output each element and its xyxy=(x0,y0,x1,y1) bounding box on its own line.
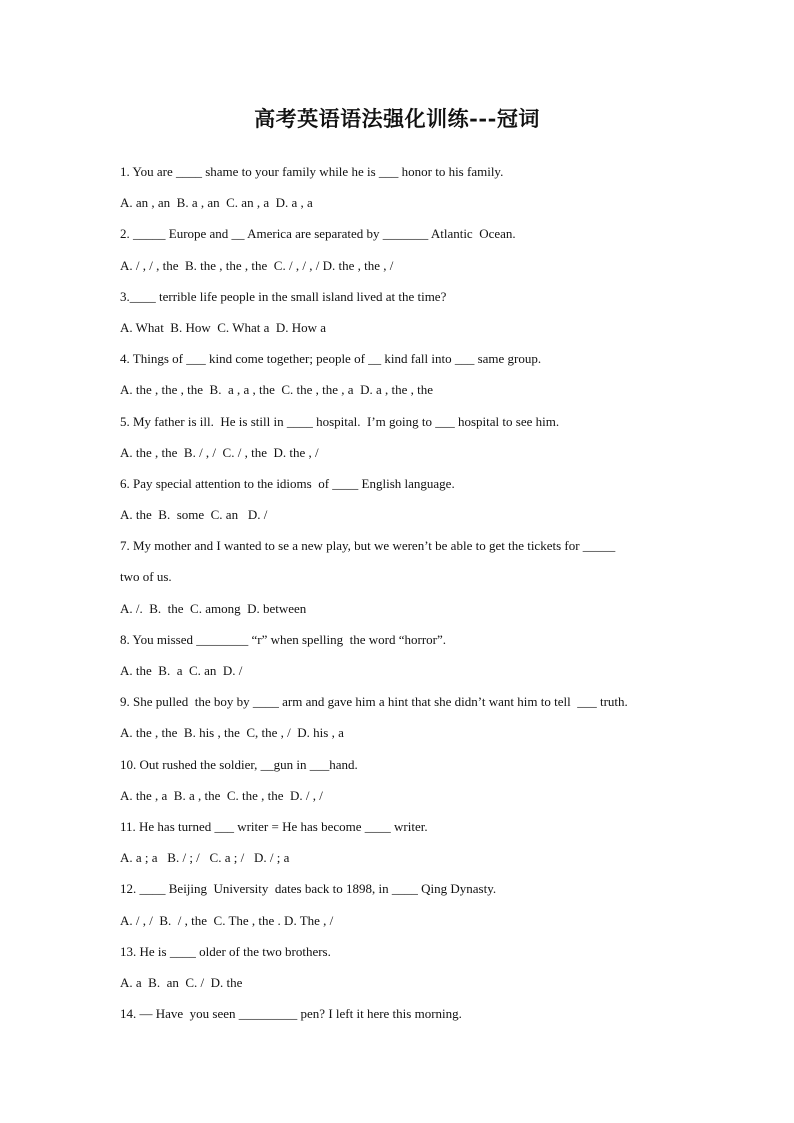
exercise-line: 5. My father is ill. He is still in ____ hospital. I’m going to ___ hospital to see him. xyxy=(120,413,560,429)
exercise-line: 2. _____ Europe and __ America are separated by _______ Atlantic Ocean. xyxy=(120,226,516,242)
exercise-line: 8. You missed ________ “r” when spelling the word “horror”. xyxy=(120,631,447,647)
exercise-line: 10. Out rushed the soldier, __gun in ___hand. xyxy=(120,756,358,772)
exercise-line: A. / , / B. / , the C. The , the . D. The , / xyxy=(120,912,334,928)
exercise-line: 9. She pulled the boy by ____ arm and gave him a hint that she didn’t want him to tell ___ truth. xyxy=(120,694,628,710)
exercise-line: 1. You are ____ shame to your family while he is ___ honor to his family. xyxy=(120,164,504,179)
exercise-line: 14. — Have you seen _________ pen? I left it here this morning. xyxy=(120,1006,462,1022)
exercise-line: A. the , the B. his , the C, the , / D. his , a xyxy=(120,725,344,741)
exercise-line: A. the , the , the B. a , a , the C. the , the , a D. a , the , the xyxy=(120,382,434,398)
exercise-line: A. a B. an C. / D. the xyxy=(120,974,243,990)
exercise-line: A. a ; a B. / ; / C. a ; / D. / ; a xyxy=(120,850,290,866)
exercise-line: 7. My mother and I wanted to se a new play, but we weren’t be able to get the tickets for _____ xyxy=(120,538,616,554)
exercise-line: A. the B. a C. an D. / xyxy=(120,663,243,678)
page-title: 高考英语语法强化训练---冠词 xyxy=(254,106,540,131)
exercise-line: A. the B. some C. an D. / xyxy=(120,507,268,523)
exercise-line: 3.____ terrible life people in the small island lived at the time? xyxy=(120,288,447,304)
exercise-line: A. the , a B. a , the C. the , the D. / , / xyxy=(120,787,323,803)
exercise-line: 6. Pay special attention to the idioms of ____ English language. xyxy=(120,475,455,491)
exercise-line: A. What B. How C. What a D. How a xyxy=(120,319,327,335)
exercise-line: 13. He is ____ older of the two brothers. xyxy=(120,943,331,959)
exercise-line: A. /. B. the C. among D. between xyxy=(120,600,307,616)
exercise-list xyxy=(120,162,680,1035)
exercise-line: A. / , / , the B. the , the , the C. / , / , / D. the , the , / xyxy=(120,257,394,273)
exercise-line: A. the , the B. / , / C. / , the D. the , / xyxy=(120,444,319,460)
exercise-line: two of us. xyxy=(120,569,172,585)
exercise-line: 11. He has turned ___ writer = He has become ____ writer. xyxy=(120,818,428,834)
exercise-line: A. an , an B. a , an C. an , a D. a , a xyxy=(120,195,313,211)
exercise-line: 4. Things of ___ kind come together; people of __ kind fall into ___ same group. xyxy=(120,351,542,367)
exercise-line: 12. ____ Beijing University dates back to 1898, in ____ Qing Dynasty. xyxy=(120,881,497,897)
